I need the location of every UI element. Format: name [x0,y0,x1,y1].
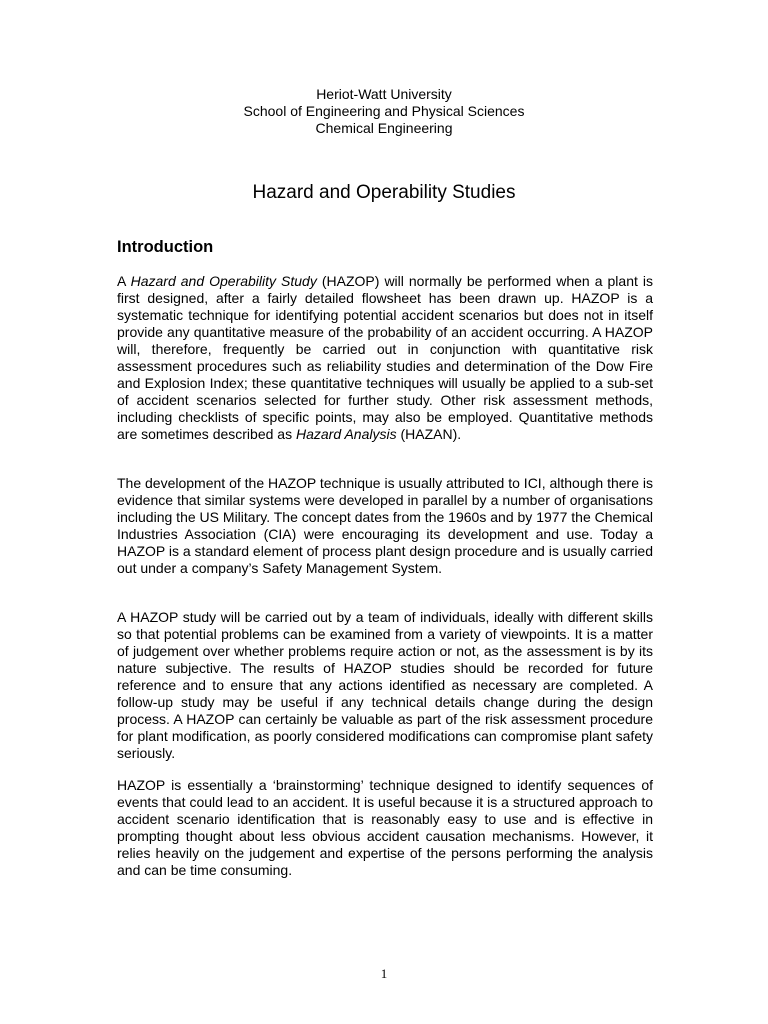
paragraph-2: The development of the HAZOP technique is usually attributed to ICI, although there is evidence that similar systems were developed in parallel by a number of organisations including the US Military. The concept dates from the 1960s and by 1977 the Chemical Industries Association (CIA) were encouraging its development and use. Today a HAZOP is a standard element of process plant design procedure and is usually carried out under a company’s Safety Management System. [117,475,653,576]
paragraph-4: HAZOP is essentially a ‘brainstorming’ technique designed to identify sequences of events that could lead to an accident. It is useful because it is a structured approach to accident scenario identification that is reasonably easy to use and is effective in prompting thought about less obvious accident causation mechanisms. However, it relies heavily on the judgement and expertise of the persons performing the analysis and can be time consuming. [117,777,653,878]
paragraph-1 [117,273,653,443]
term-hazop-italic: Hazard and Operability Study [130,273,317,289]
paragraph-1-text-e: (HAZAN). [396,426,462,442]
term-hazan-italic: Hazard Analysis [295,426,397,442]
university-name: Heriot-Watt University [316,86,452,102]
paragraph-1-text-a: A [117,273,131,289]
document-header [0,86,768,137]
department-name: Chemical Engineering [315,120,453,136]
paragraph-3: A HAZOP study will be carried out by a team of individuals, ideally with different skills so that potential problems can be examined from a variety of viewpoints. It is a matter of judgement over whether problems require action or not, as the assessment is by its nature subjective. The results of HAZOP studies should be recorded for future reference and to ensure that any actions identified as necessary are completed. A follow-up study may be useful if any technical details change during the design process. A HAZOP can certainly be valuable as part of the risk assessment procedure for plant modification, as poorly considered modifications can compromise plant safety seriously. [117,609,653,761]
section-heading-introduction: Introduction [117,238,214,256]
page-number: 1 [380,966,388,981]
document-title: Hazard and Operability Studies [252,182,516,203]
school-name: School of Engineering and Physical Sciences [243,103,525,119]
paragraph-1-text-c: (HAZOP) will normally be performed when a plant is first designed, after a fairly detailed flowsheet has been drawn up. HAZOP is a systematic technique for identifying potential accident scenarios but does not in itself provide any quantitative measure of the probability of an accident occurring. A HAZOP will, therefore, frequently be carried out in conjunction with quantitative risk assessment procedures such as reliability studies and determination of the Dow Fire and Explosion Index; these quantitative techniques will usually be applied to a sub-set of accident scenarios selected for further study. Other risk assessment methods, including checklists of specific points, may also be employed. Quantitative methods are sometimes described as [117,273,654,442]
